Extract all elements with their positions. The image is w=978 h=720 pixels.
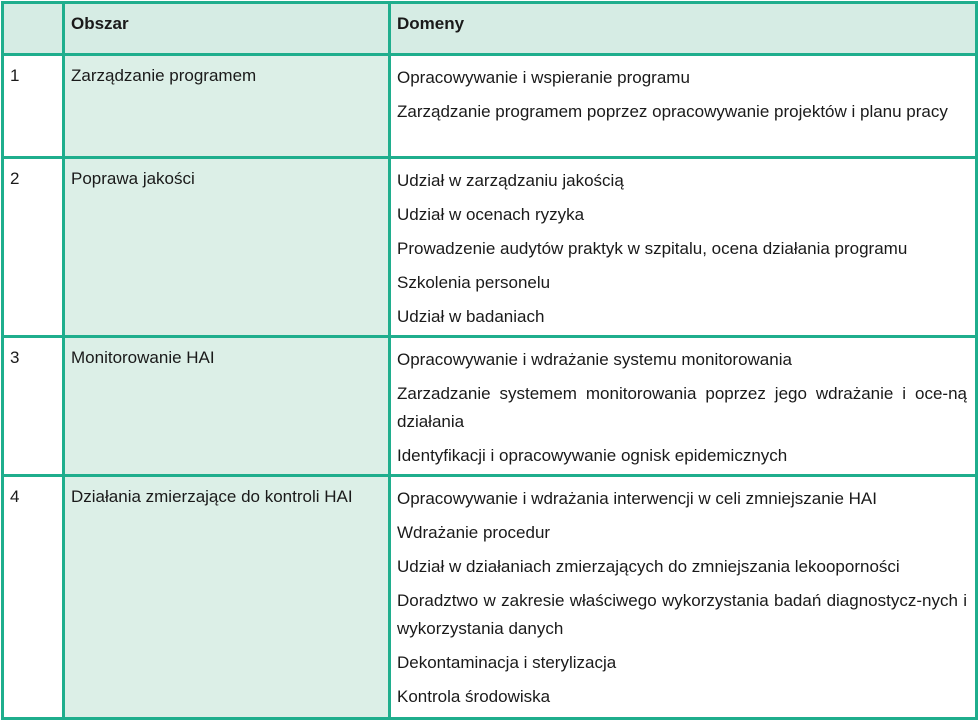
domain-item: Udział w ocenach ryzyka [397,205,585,224]
row-area: Działania zmierzające do kontroli HAI [64,476,390,719]
row-area: Monitorowanie HAI [64,337,390,476]
domain-item: Identyfikacji i opracowywanie ognisk epidemicznych [397,446,788,465]
row-domains [390,158,977,337]
row-number: 2 [3,158,64,337]
table-row [3,55,977,158]
header-area: Obszar [64,3,390,55]
row-domains [390,476,977,719]
domain-item: Zarzadzanie systemem monitorowania poprzez jego wdrażanie i oce-ną działania [397,384,967,431]
row-area: Zarządzanie programem [64,55,390,158]
domain-item: Szkolenia personelu [397,273,551,292]
domain-item: Udział w badaniach [397,307,545,326]
domain-item: Udział w zarządzaniu jakością [397,171,624,190]
row-number: 3 [3,337,64,476]
domain-item: Prowadzenie audytów praktyk w szpitalu, ocena działania programu [397,239,908,258]
row-domains [390,337,977,476]
domain-item: Opracowywanie i wdrażania interwencji w celi zmniejszanie HAI [397,489,877,508]
domain-item: Opracowywanie i wdrażanie systemu monitorowania [397,350,792,369]
domain-item: Doradztwo w zakresie właściwego wykorzystania badań diagnostycz-nych i wykorzystania danych [397,591,967,638]
header-domains: Domeny [390,3,977,55]
table-row [3,476,977,719]
table-row [3,337,977,476]
areas-domains-table [1,1,978,720]
domain-item: Kontrola środowiska [397,687,551,706]
domain-item: Zarządzanie programem poprzez opracowywanie projektów i planu pracy [397,102,948,121]
row-area: Poprawa jakości [64,158,390,337]
domain-item: Dekontaminacja i sterylizacja [397,653,617,672]
domain-item: Udział w działaniach zmierzających do zmniejszania lekooporności [397,557,900,576]
domain-item: Opracowywanie i wspieranie programu [397,68,690,87]
row-number: 4 [3,476,64,719]
header-number [3,3,64,55]
domain-item: Wdrażanie procedur [397,523,551,542]
table-row [3,158,977,337]
row-number: 1 [3,55,64,158]
row-domains [390,55,977,158]
table-header-row [3,3,977,55]
